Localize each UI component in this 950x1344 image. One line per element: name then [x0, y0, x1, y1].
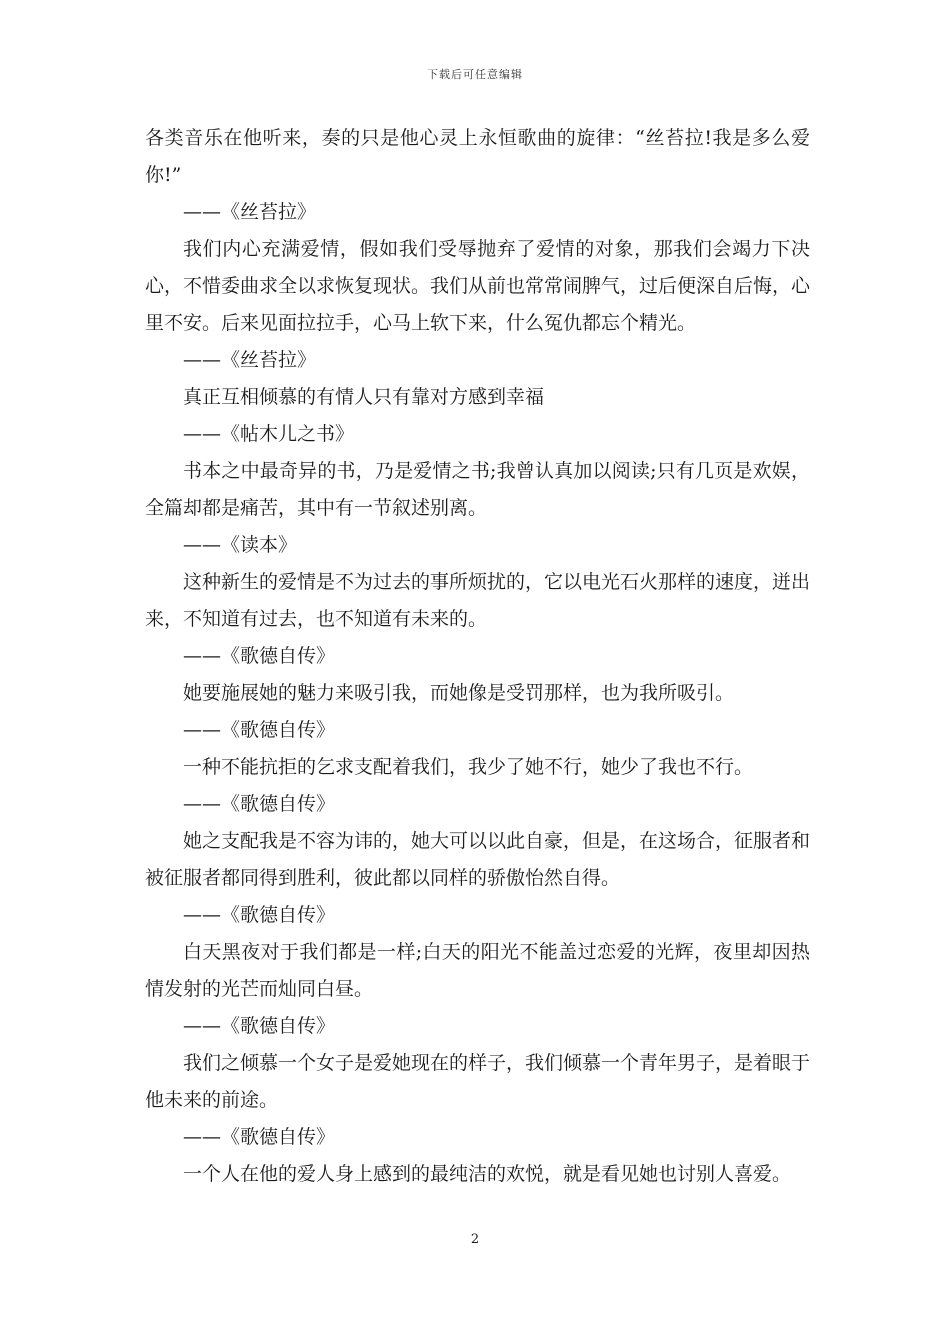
- quote-attribution: ——《读本》: [183, 534, 298, 556]
- quote-attribution: ——《帖木儿之书》: [183, 423, 355, 445]
- quote-paragraph: 书本之中最奇异的书，乃是爱情之书;我曾认真加以阅读;只有几页是欢娱，全篇却都是痛苦，其中有一节叙述别离。: [145, 460, 810, 519]
- document-body: [145, 120, 810, 1193]
- quote-paragraph: 一个人在他的爱人身上感到的最纯洁的欢悦，就是看见她也讨别人喜爱。: [183, 1163, 792, 1185]
- quote-paragraph: 她要施展她的魅力来吸引我，而她像是受罚那样，也为我所吸引。: [183, 682, 735, 704]
- quote-attribution: ——《歌德自传》: [183, 645, 336, 667]
- quote-paragraph: 她之支配我是不容为讳的，她大可以以此自豪，但是，在这场合，征服者和被征服者都同得到胜利，彼此都以同样的骄傲怡然自得。: [145, 830, 811, 889]
- quote-attribution: ——《歌德自传》: [183, 793, 336, 815]
- quote-attribution: ——《歌德自传》: [183, 904, 336, 926]
- quote-paragraph: 白天黑夜对于我们都是一样;白天的阳光不能盖过恋爱的光辉，夜里却因热情发射的光芒而灿同白昼。: [145, 941, 810, 1000]
- quote-attribution: ——《歌德自传》: [183, 1126, 336, 1148]
- quote-attribution: ——《丝苔拉》: [183, 349, 317, 371]
- quote-attribution: ——《丝苔拉》: [183, 201, 317, 223]
- quote-paragraph: 真正互相倾慕的有情人只有靠对方感到幸福: [183, 386, 545, 408]
- quote-paragraph: 一种不能抗拒的乞求支配着我们，我少了她不行，她少了我也不行。: [183, 756, 754, 778]
- quote-attribution: ——《歌德自传》: [183, 719, 336, 741]
- page-number: 2: [470, 1232, 480, 1247]
- quote-paragraph: 这种新生的爱情是不为过去的事所烦扰的，它以电光石火那样的速度，迸出来，不知道有过去，也不知道有未来的。: [145, 571, 811, 630]
- page-header: 下载后可任意编辑: [427, 68, 523, 81]
- quote-paragraph: 我们内心充满爱情，假如我们受辱抛弃了爱情的对象，那我们会竭力下决心，不惜委曲求全以求恢复现状。我们从前也常常闹脾气，过后便深自后悔，心里不安。后来见面拉拉手，心马上软下来，什么冤仇都忘个精光。: [145, 238, 811, 334]
- quote-paragraph: 我们之倾慕一个女子是爱她现在的样子，我们倾慕一个青年男子，是着眼于他未来的前途。: [145, 1052, 811, 1111]
- quote-attribution: ——《歌德自传》: [183, 1015, 336, 1037]
- quote-paragraph: 各类音乐在他听来，奏的只是他心灵上永恒歌曲的旋律：“丝苔拉!我是多么爱你!”: [145, 127, 810, 186]
